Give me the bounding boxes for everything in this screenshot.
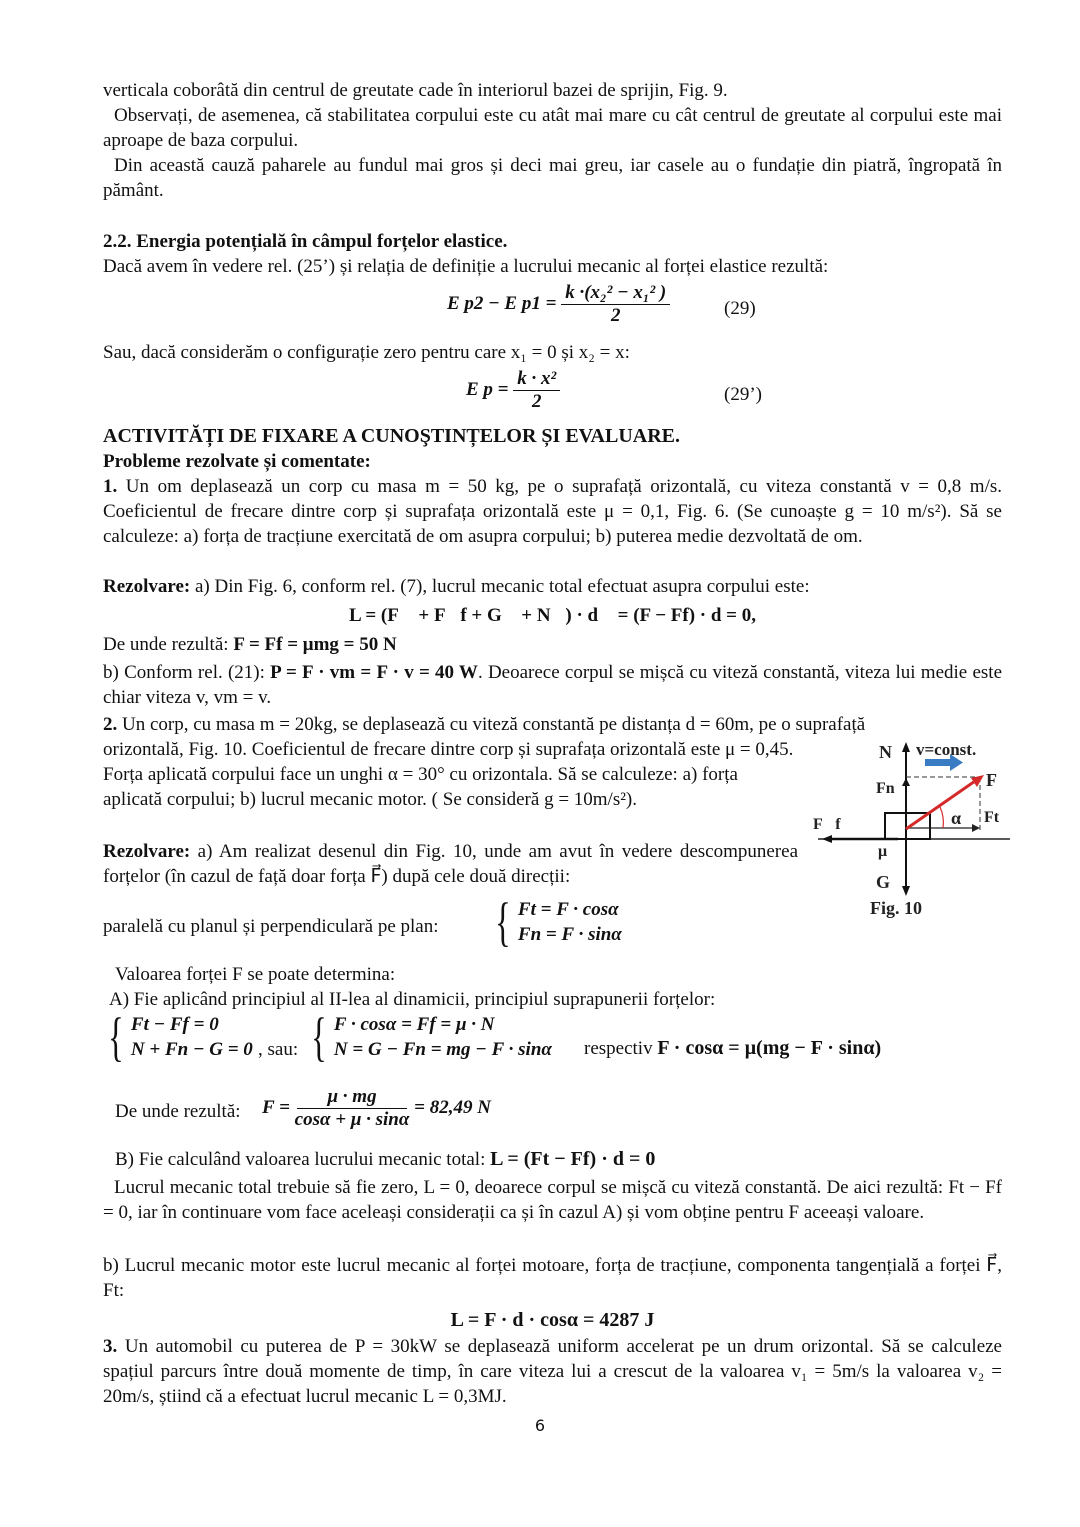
problem-text: Un corp, cu masa m = 20kg, se deplasează cu viteză constantă pe distanța d = 60m, pe o suprafață <box>117 714 866 735</box>
section-paragraph-zero-config: Sau, dacă considerăm o configurație zero pentru care x₁ = 0 și x₂ = x: <box>103 342 630 363</box>
label-velocity: v=const. <box>916 740 977 759</box>
eq-denominator: 2 <box>531 391 542 412</box>
respectiv-text <box>584 1036 881 1061</box>
solution-label: Rezolvare: <box>103 841 191 862</box>
respectiv-equation: F · cosα = μ(mg − F · sinα) <box>657 1037 882 1059</box>
solution-label: Rezolvare: <box>103 576 191 597</box>
eq-numerator: k · x² <box>513 368 560 391</box>
problem-1-solution-b <box>103 660 1002 710</box>
eq-value: = 82,49 N <box>414 1096 491 1118</box>
label-Ff: F⃗f <box>813 816 841 833</box>
angle-arc <box>940 807 943 828</box>
sau-text: , sau: <box>258 1039 299 1060</box>
problem-number: 2. <box>103 714 118 735</box>
problem-1-solution-a <box>103 574 1002 599</box>
problem-text: Un automobil cu puterea de P = 30kW se deplasează uniform accelerat pe un drum orizontal. Să se calculeze spațiul parcurs între două momente de timp, în care viteza lui a crescut de la valoarea v₁ = 5m/s la valoarea v₂ = 20m/s, știind că a efectuat lucrul mecanic L = 0,3MJ. <box>103 1336 1002 1407</box>
section-paragraph: Dacă avem în vedere rel. (25’) și relația de definiție a lucrului mecanic al forței elastice rezultă: <box>103 256 829 277</box>
fn-arrowhead <box>902 778 910 786</box>
eq-lhs: E p2 − E p1 = <box>447 292 557 314</box>
equation-number-29-prime: (29’) <box>724 384 762 405</box>
intro-paragraph-cause: Din această cauză paharele au fundul mai gros și deci mai greu, iar casele au o fundație din piatră, îngropată în pământ. <box>103 155 1002 201</box>
respectiv-label: respectiv <box>584 1038 653 1059</box>
system-b-eq-2: N = G − Fn = mg − F · sinα <box>333 1039 552 1060</box>
problem-2-solution-b: b) Lucrul mecanic motor este lucrul mecanic al forței motoare, forța de tracțiune, componenta tangențială a forței F⃗, Ft: <box>103 1255 1002 1301</box>
work-equation: L = F · d · cosα = 4287 J <box>450 1309 655 1331</box>
figure-10-force-diagram <box>808 738 1013 923</box>
eq-lhs: F = <box>262 1096 290 1118</box>
decomposition-system <box>490 892 622 952</box>
eq-numerator: k ·(x₂² − x₁² ) <box>561 282 670 305</box>
system-b <box>306 1007 552 1067</box>
eq-denominator: cosα + μ · sinα <box>294 1109 410 1130</box>
problem-2-first-line <box>103 712 1002 737</box>
problem-number: 1. <box>103 476 118 497</box>
value-intro: Valoarea forței F se poate determina: <box>115 964 396 985</box>
solution-b-rest: . Deoarece corpul se mișcă cu viteză constantă, viteza lui medie este chiar viteza v, vm = v. <box>103 662 1003 708</box>
activities-subtitle: Probleme rezolvate și comentate: <box>103 451 371 472</box>
result-force-equation <box>262 1086 491 1131</box>
method-b-equation: L = (Ft − Ff) · d = 0 <box>490 1148 656 1170</box>
problem-number: 3. <box>103 1336 118 1357</box>
velocity-arrow <box>925 759 951 766</box>
system-a <box>103 1007 253 1067</box>
brace: { <box>495 892 511 952</box>
label-G: G⃗ <box>876 872 905 892</box>
eq-numerator: μ · mg <box>297 1086 406 1109</box>
eq-lhs: E p = <box>466 378 509 400</box>
method-b-paragraph: Lucrul mecanic total trebuie să fie zero, L = 0, deoarece corpul se mișcă cu viteză constantă. De aici rezultă: Ft − Ff = 0, iar în continuare vom face aceleași considerații ca și în cazul A) și vom obține pentru F aceeași valoare. <box>103 1177 1002 1223</box>
problem-1-work-equation: L = (F⃗ + F⃗f + G⃗ + N⃗) · d⃗ = (F − Ff) · d = 0, <box>348 605 757 626</box>
page-number: 6 <box>534 1416 546 1435</box>
section-title: 2.2. Energia potențială în câmpul forțelor elastice. <box>103 231 508 252</box>
result-equation: F = Ff = μmg = 50 N <box>233 634 397 655</box>
solution-text: a) Am realizat desenul din Fig. 10, unde am avut în vedere descompunerea forțelor (în cazul de față doar forța F⃗) după cele două direcții: <box>103 841 798 887</box>
method-b <box>115 1147 655 1172</box>
method-b-text: B) Fie calculând valoarea lucrului mecanic total: <box>115 1149 491 1170</box>
problem-3 <box>103 1334 1002 1409</box>
problem-text: Un om deplasează un corp cu masa m = 50 kg, pe o suprafață orizontală, cu viteza constantă v = 0,8 m/s. Coeficientul de frecare dintre corp și suprafața orizontală este μ = 0,1, Fig. 6. (Se cunoaște g = 10 m/s²). Să se calculeze: a) forța de tracțiune exercitată de om asupra corpului; b) puterea medie dezvoltată de om. <box>103 476 1002 547</box>
friction-arrowhead <box>822 835 832 843</box>
label-alpha: α <box>951 808 962 828</box>
problem-1 <box>103 474 1002 549</box>
tangential-component: Ft = F · cosα <box>517 899 619 920</box>
label-N: N⃗ <box>879 742 906 762</box>
power-equation: P = F · vm = F · v = 40 W <box>270 662 478 683</box>
solution-text: a) Din Fig. 6, conform rel. (7), lucrul mecanic total efectuat asupra corpului este: <box>190 576 810 597</box>
result-prefix: De unde rezultă: <box>103 634 234 655</box>
method-a: A) Fie aplicând principiul al II-lea al dinamicii, principiul suprapunerii forțelor: <box>109 989 716 1010</box>
system-b-eq-1: F · cosα = Ff = μ · N <box>333 1014 495 1035</box>
equation-number-29: (29) <box>724 298 756 319</box>
normal-component: Fn = F · sinα <box>517 924 622 945</box>
figure-caption: Fig. 10 <box>870 898 922 918</box>
decomposition-label: paralelă cu planul și perpendiculară pe plan: <box>103 916 439 937</box>
system-a-eq-2: N + Fn − G = 0 <box>130 1039 253 1060</box>
force-f-arrow <box>906 779 978 829</box>
intro-line: verticala coborâtă din centrul de greutate cade în interiorul bazei de sprijin, Fig. 9. <box>103 80 728 101</box>
system-a-eq-1: Ft − Ff = 0 <box>130 1014 219 1035</box>
result-prefix: De unde rezultă: <box>115 1101 241 1122</box>
label-F: F⃗ <box>986 770 1011 790</box>
solution-b-prefix: b) Conform rel. (21): <box>103 662 271 683</box>
problem-1-result <box>103 632 1002 657</box>
label-Ft: Ft <box>984 809 1000 826</box>
brace: { <box>311 1007 327 1067</box>
problem-2-solution-a <box>103 839 798 889</box>
label-Fn: Fn <box>876 780 895 797</box>
label-mu: μ <box>878 843 888 860</box>
eq-denominator: 2 <box>610 305 621 326</box>
problem-2-text: orizontală, Fig. 10. Coeficientul de frecare dintre corp și suprafața orizontală este μ = 0,45. Forța aplicată corpului face un unghi α = 30° cu orizontala. Să se calculeze: a) forța aplicată corpului; b) lucrul mecanic motor. ( Se consideră g = 10m/s²). <box>103 739 794 810</box>
equation-29 <box>447 282 670 327</box>
activities-title: ACTIVITĂȚI DE FIXARE A CUNOŞTINȚELOR ȘI EVALUARE. <box>103 425 680 447</box>
equation-29-prime <box>466 368 560 413</box>
intro-paragraph-stability: Observați, de asemenea, că stabilitatea corpului este cu atât mai mare cu cât centrul de greutate al corpului este mai aproape de baza corpului. <box>103 105 1002 151</box>
ft-arrowhead <box>972 824 980 832</box>
brace: { <box>108 1007 124 1067</box>
